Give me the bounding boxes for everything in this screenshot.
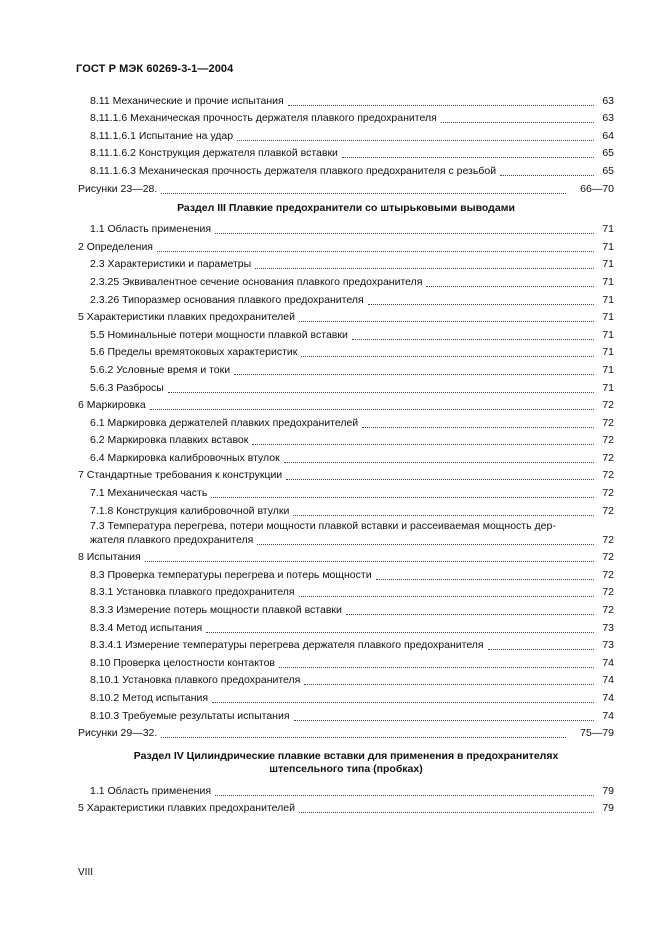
toc-entry bbox=[78, 289, 614, 307]
table-of-contents bbox=[78, 90, 614, 815]
toc-entry bbox=[78, 447, 614, 465]
section-heading-line: Раздел IV Цилиндрические плавкие вставки для применения в предохранителях bbox=[133, 750, 559, 763]
section-heading-line: штепсельного типа (пробках) bbox=[269, 763, 423, 776]
toc-entry-label: 8.11.1.6 Механическая прочность держателя плавкого предохранителя bbox=[90, 112, 437, 125]
toc-entry-page: 72 bbox=[602, 504, 614, 517]
toc-entry-page: 74 bbox=[602, 656, 614, 669]
toc-entry bbox=[78, 482, 614, 500]
toc-entry-page: 66—70 bbox=[580, 182, 614, 195]
toc-entry-label: 8 Испытания bbox=[78, 551, 141, 564]
toc-entry-label: 2.3 Характеристики и параметры bbox=[90, 258, 252, 271]
toc-entry-page: 72 bbox=[602, 604, 614, 617]
page-number: VIII bbox=[78, 867, 94, 878]
toc-entry-label: 8.10 Проверка целостности контактов bbox=[90, 656, 276, 669]
leader-dots bbox=[211, 486, 594, 498]
leader-dots bbox=[352, 328, 594, 340]
toc-entry bbox=[78, 324, 614, 342]
toc-entry-page: 72 bbox=[602, 533, 614, 546]
toc-entry-page: 63 bbox=[602, 112, 614, 125]
leader-dots bbox=[161, 726, 566, 738]
toc-entry-label: 2.3.25 Эквивалентное сечение основания плавкого предохранителя bbox=[90, 275, 423, 288]
toc-entry-page: 73 bbox=[602, 639, 614, 652]
toc-entry bbox=[78, 723, 614, 741]
toc-entry bbox=[78, 236, 614, 254]
leader-dots bbox=[150, 398, 594, 410]
toc-entry-page: 71 bbox=[602, 311, 614, 324]
leader-dots bbox=[301, 345, 594, 357]
leader-dots bbox=[299, 585, 594, 597]
toc-entry bbox=[78, 617, 614, 635]
toc-entry bbox=[78, 687, 614, 705]
toc-entry bbox=[78, 160, 614, 178]
toc-entry-page: 71 bbox=[602, 381, 614, 394]
leader-dots bbox=[500, 164, 594, 176]
toc-entry bbox=[78, 465, 614, 483]
leader-dots bbox=[284, 451, 594, 463]
toc-entry-page: 64 bbox=[602, 129, 614, 142]
toc-entry-label: 8.11.1.6.1 Испытание на удар bbox=[90, 129, 234, 142]
toc-entry-page: 75—79 bbox=[580, 727, 614, 740]
toc-entry bbox=[78, 582, 614, 600]
toc-entry-label: 6.1 Маркировка держателей плавких предохранителей bbox=[90, 416, 359, 429]
leader-dots bbox=[288, 94, 594, 106]
toc-entry bbox=[78, 412, 614, 430]
toc-entry-page: 79 bbox=[602, 802, 614, 815]
toc-entry-page: 72 bbox=[602, 451, 614, 464]
toc-entry bbox=[78, 547, 614, 565]
toc-group bbox=[78, 90, 614, 196]
toc-entry-label: 2.3.26 Типоразмер основания плавкого предохранителя bbox=[90, 293, 364, 306]
toc-entry bbox=[78, 518, 614, 547]
leader-dots bbox=[441, 111, 594, 123]
toc-entry bbox=[78, 359, 614, 377]
leader-dots bbox=[206, 621, 594, 633]
leader-dots bbox=[304, 673, 594, 685]
toc-entry-label: 8.10.1 Установка плавкого предохранителя bbox=[90, 674, 301, 687]
toc-entry bbox=[78, 271, 614, 289]
leader-dots bbox=[368, 293, 594, 305]
toc-entry-label: жателя плавкого предохранителя bbox=[90, 533, 254, 546]
toc-entry-page: 65 bbox=[602, 164, 614, 177]
toc-entry-page: 71 bbox=[602, 240, 614, 253]
toc-entry bbox=[78, 670, 614, 688]
toc-entry-label: 7.3 Температура перегрева, потери мощности плавкой вставки и рассеиваемая мощность дер- bbox=[90, 519, 556, 532]
leader-dots bbox=[255, 257, 594, 269]
toc-entry-label: Рисунки 23—28. bbox=[78, 182, 158, 195]
leader-dots bbox=[215, 222, 594, 234]
leader-dots bbox=[237, 129, 594, 141]
toc-entry-page: 71 bbox=[602, 346, 614, 359]
toc-entry-label: 7.1 Механическая часть bbox=[90, 487, 208, 500]
toc-entry-label: 5.5 Номинальные потери мощности плавкой вставки bbox=[90, 328, 348, 341]
leader-dots bbox=[286, 468, 594, 480]
toc-entry-page: 72 bbox=[602, 416, 614, 429]
leader-dots bbox=[257, 533, 594, 545]
toc-entry bbox=[78, 254, 614, 272]
toc-entry bbox=[78, 90, 614, 108]
section-heading: Раздел III Плавкие предохранители со штырьковыми выводами bbox=[177, 201, 515, 214]
toc-entry-label: 8.3 Проверка температуры перегрева и потерь мощности bbox=[90, 568, 372, 581]
toc-entry-label: 6.4 Маркировка калибровочных втулок bbox=[90, 451, 280, 464]
toc-entry-label: 2 Определения bbox=[78, 240, 153, 253]
toc-entry-page: 72 bbox=[602, 434, 614, 447]
toc-entry-page: 79 bbox=[602, 784, 614, 797]
toc-entry bbox=[78, 798, 614, 816]
toc-entry-label: 8.3.4.1 Измерение температуры перегрева держателя плавкого предохранителя bbox=[90, 639, 484, 652]
toc-entry bbox=[78, 395, 614, 413]
toc-entry bbox=[78, 430, 614, 448]
toc-entry-label: 5.6.3 Разбросы bbox=[90, 381, 164, 394]
toc-entry-page: 71 bbox=[602, 328, 614, 341]
toc-entry-label: 1.1 Область применения bbox=[90, 784, 212, 797]
toc-entry-label: 5 Характеристики плавких предохранителей bbox=[78, 802, 295, 815]
leader-dots bbox=[168, 381, 594, 393]
toc-entry-label: 5.6 Пределы времятоковых характеристик bbox=[90, 346, 298, 359]
toc-entry-label: 1.1 Область применения bbox=[90, 223, 212, 236]
toc-entry-label: 8.10.2 Метод испытания bbox=[90, 692, 209, 704]
toc-group bbox=[78, 219, 614, 518]
toc-entry-label: 8.11.1.6.2 Конструкция держателя плавкой вставки bbox=[90, 147, 338, 160]
toc-entry bbox=[78, 108, 614, 126]
toc-entry-label: 8.11.1.6.3 Механическая прочность держателя плавкого предохранителя с резьбой bbox=[90, 164, 497, 177]
leader-dots bbox=[294, 709, 594, 721]
toc-entry-label: 7 Стандартные требования к конструкции bbox=[78, 469, 283, 482]
section-heading bbox=[78, 740, 614, 780]
toc-entry-label: 8.3.1 Установка плавкого предохранителя bbox=[90, 586, 295, 599]
leader-dots bbox=[488, 638, 594, 650]
toc-entry bbox=[78, 219, 614, 237]
toc-entry bbox=[78, 377, 614, 395]
toc-entry-page: 72 bbox=[602, 487, 614, 500]
leader-dots bbox=[426, 275, 594, 287]
leader-dots bbox=[145, 550, 594, 562]
leader-dots bbox=[362, 416, 594, 428]
toc-entry-label: 6.2 Маркировка плавких вставок bbox=[90, 434, 249, 447]
leader-dots bbox=[212, 691, 594, 703]
toc-entry-page: 72 bbox=[602, 399, 614, 412]
toc-entry bbox=[78, 705, 614, 723]
toc-entry bbox=[78, 564, 614, 582]
toc-entry-label: 8.3.3 Измерение потерь мощности плавкой вставки bbox=[90, 604, 342, 617]
toc-entry-label: 8.11 Механические и прочие испытания bbox=[90, 94, 284, 107]
toc-entry-page: 72 bbox=[602, 568, 614, 581]
toc-entry bbox=[78, 599, 614, 617]
toc-entry-page: 71 bbox=[602, 275, 614, 288]
leader-dots bbox=[215, 784, 594, 796]
toc-entry-page: 73 bbox=[602, 621, 614, 634]
leader-dots bbox=[299, 801, 594, 813]
toc-entry bbox=[78, 178, 614, 196]
toc-entry-page: 74 bbox=[602, 692, 614, 704]
toc-entry-page: 74 bbox=[602, 674, 614, 687]
toc-group bbox=[78, 780, 614, 815]
leader-dots bbox=[346, 603, 594, 615]
toc-entry-label: 8.10.3 Требуемые результаты испытания bbox=[90, 709, 290, 722]
toc-entry-label: 7.1.8 Конструкция калибровочной втулки bbox=[90, 504, 290, 517]
leader-dots bbox=[299, 310, 594, 322]
toc-entry-page: 72 bbox=[602, 469, 614, 482]
toc-entry bbox=[78, 500, 614, 518]
leader-dots bbox=[342, 146, 594, 158]
leader-dots bbox=[157, 240, 594, 252]
leader-dots bbox=[376, 568, 594, 580]
leader-dots bbox=[279, 656, 594, 668]
toc-entry bbox=[78, 307, 614, 325]
leader-dots bbox=[252, 433, 594, 445]
toc-entry-page: 71 bbox=[602, 258, 614, 271]
toc-entry-page: 71 bbox=[602, 293, 614, 306]
toc-entry-page: 74 bbox=[602, 709, 614, 722]
toc-entry-page: 65 bbox=[602, 147, 614, 160]
toc-entry-page: 71 bbox=[602, 363, 614, 376]
toc-entry-label: 8.3.4 Метод испытания bbox=[90, 621, 203, 634]
leader-dots bbox=[161, 182, 566, 194]
leader-dots bbox=[293, 504, 594, 516]
toc-entry bbox=[78, 143, 614, 161]
document-header: ГОСТ Р МЭК 60269-3-1—2004 bbox=[76, 63, 234, 75]
toc-entry-label: 6 Маркировка bbox=[78, 399, 146, 412]
toc-group bbox=[78, 547, 614, 741]
toc-entry bbox=[78, 125, 614, 143]
leader-dots bbox=[234, 363, 594, 375]
toc-entry-label: 5 Характеристики плавких предохранителей bbox=[78, 311, 295, 324]
toc-entry-label: 5.6.2 Условные время и токи bbox=[90, 363, 231, 376]
toc-entry-page: 71 bbox=[602, 223, 614, 236]
toc-entry bbox=[78, 780, 614, 798]
toc-entry bbox=[78, 652, 614, 670]
toc-entry-page: 72 bbox=[602, 551, 614, 564]
toc-entry-page: 72 bbox=[602, 586, 614, 599]
toc-entry bbox=[78, 342, 614, 360]
toc-entry-page: 63 bbox=[602, 94, 614, 107]
toc-entry-label: Рисунки 29—32. bbox=[78, 727, 158, 740]
toc-entry bbox=[78, 635, 614, 653]
